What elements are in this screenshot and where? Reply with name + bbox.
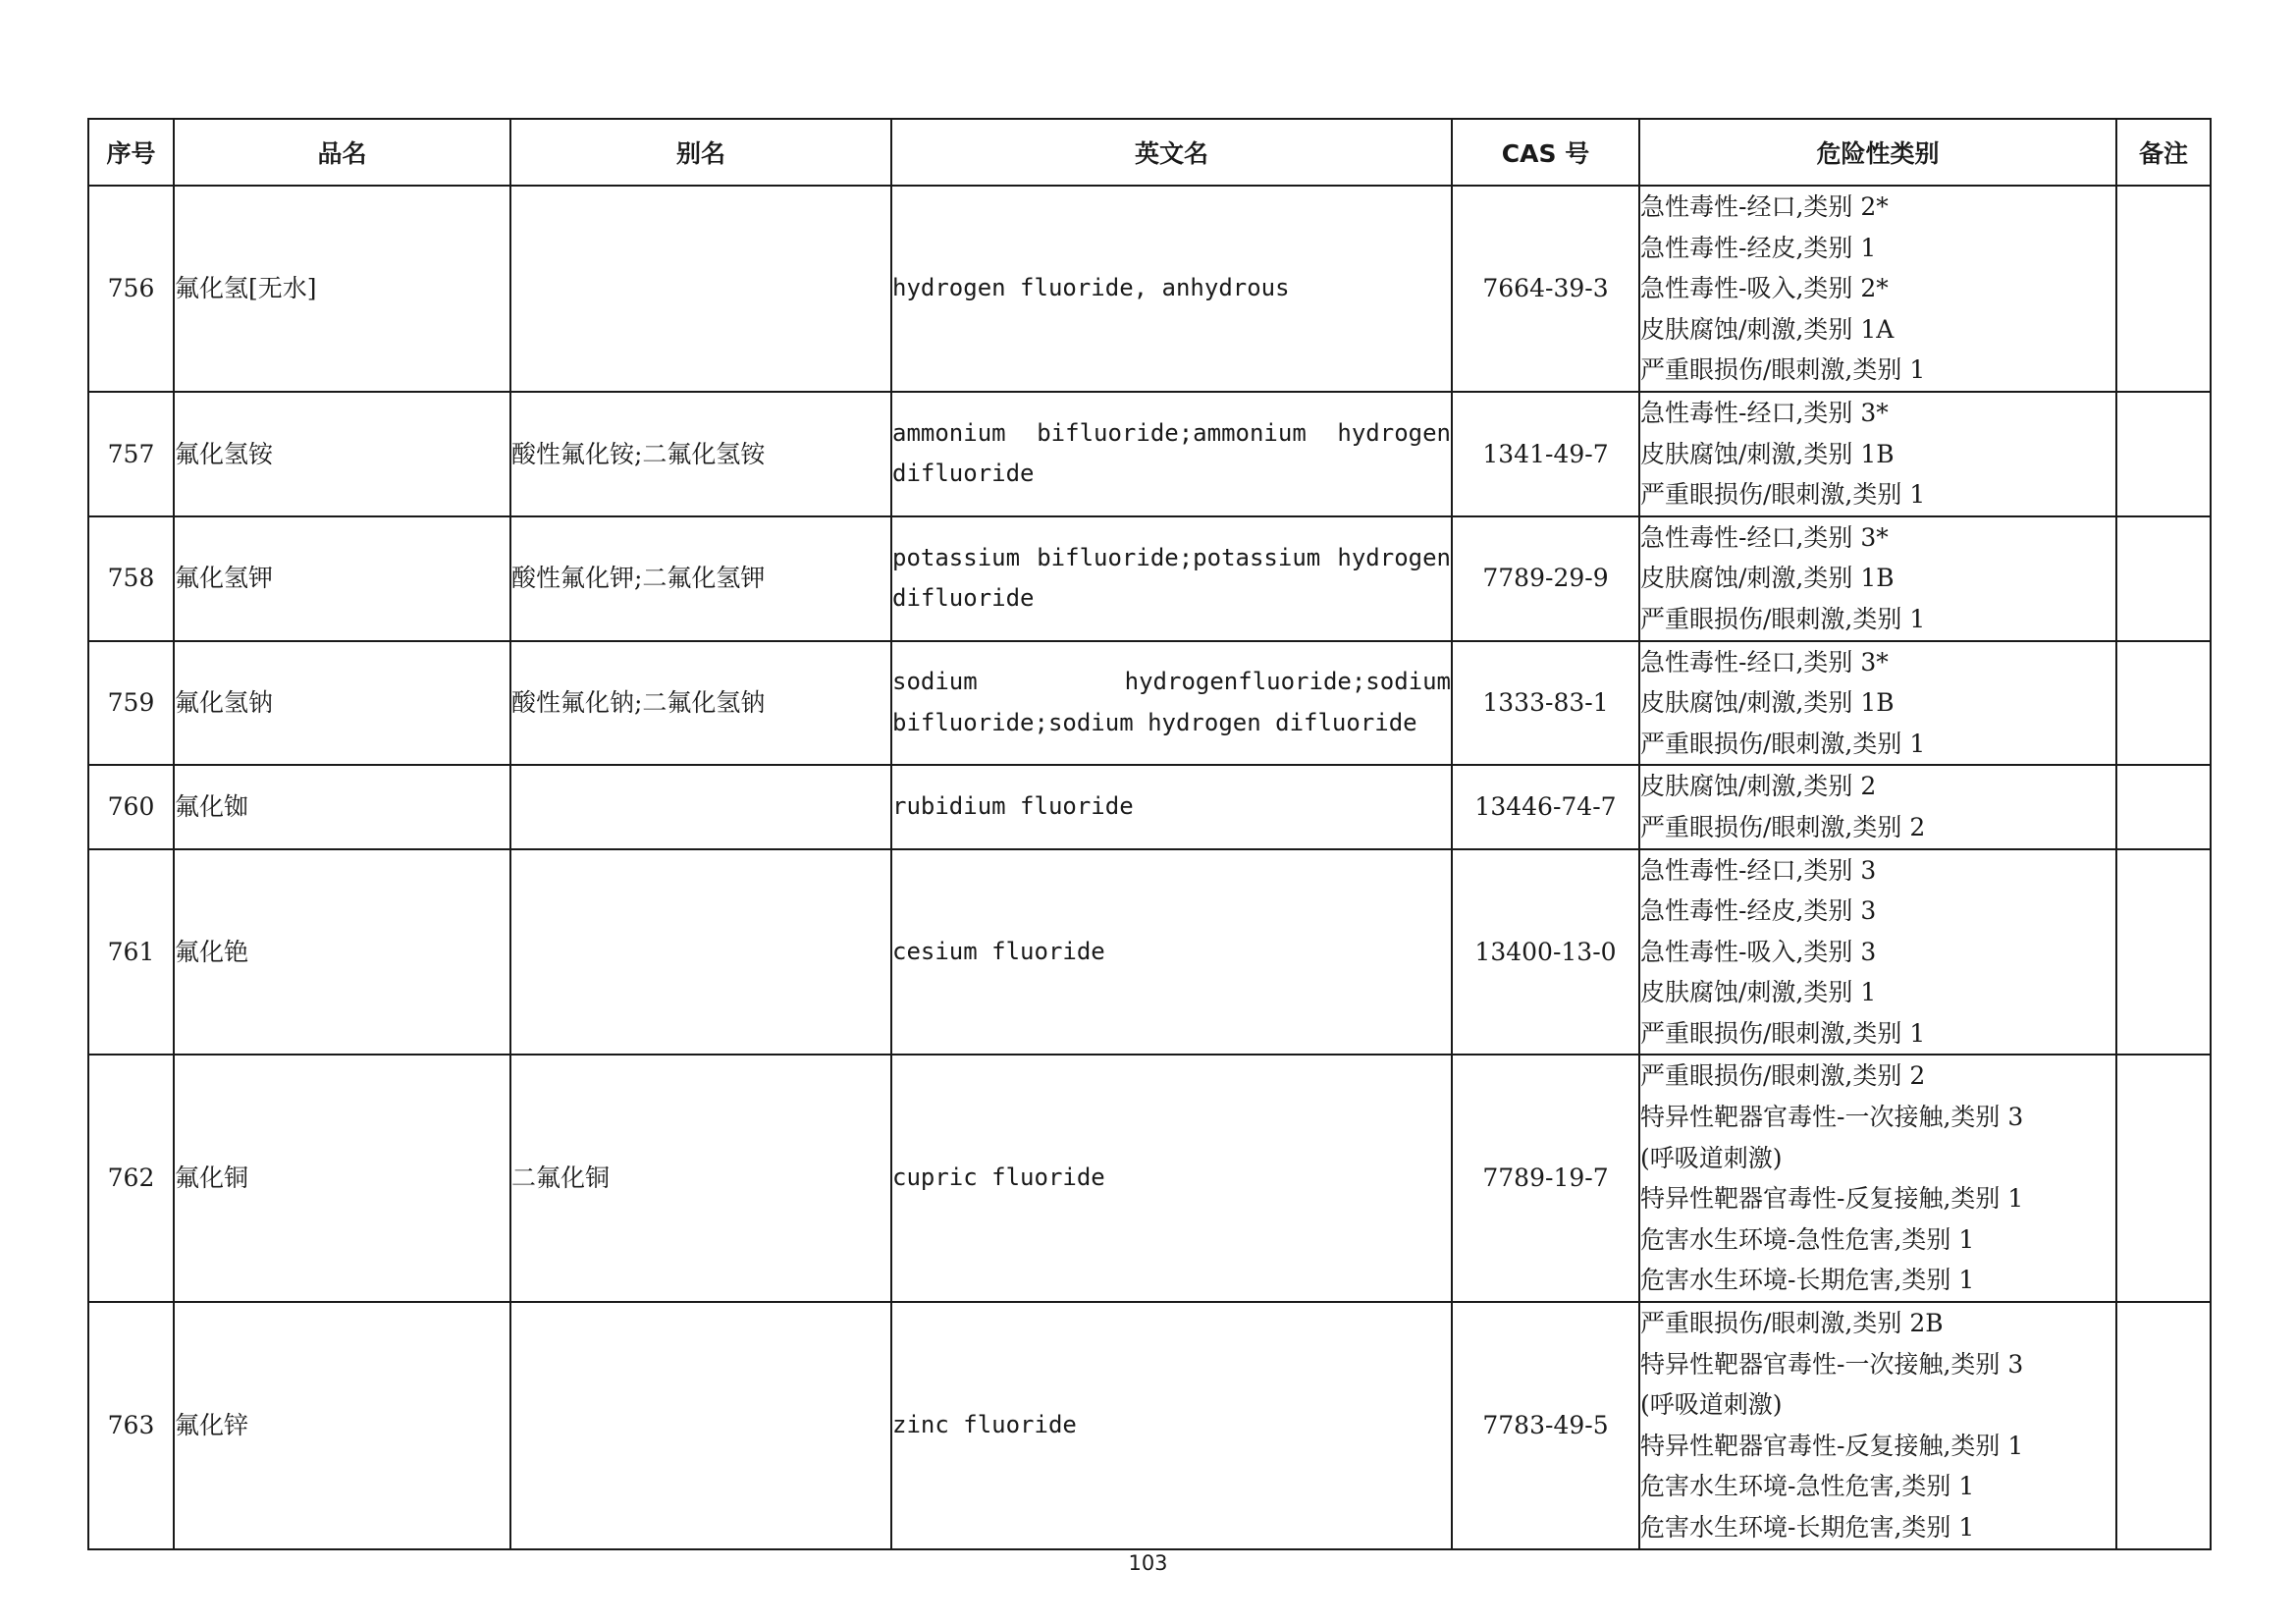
hazard-class-line: 急性毒性-经口,类别 2* — [1640, 192, 1889, 221]
row-number: 763 — [88, 1302, 174, 1549]
row-number: 761 — [88, 849, 174, 1056]
alias — [510, 849, 891, 1056]
hazard-classes — [1639, 641, 2116, 766]
note — [2116, 1055, 2211, 1302]
cas-number: 1333-83-1 — [1452, 641, 1639, 766]
english-name: potassium bifluoride;potassium hydrogen difluoride — [891, 516, 1452, 641]
english-name: sodium hydrogenfluoride;sodium bifluoride;sodium hydrogen difluoride — [891, 641, 1452, 766]
alias — [510, 186, 891, 392]
hazard-classes — [1639, 186, 2116, 392]
hazard-class-line: 急性毒性-经皮,类别 1 — [1640, 233, 1877, 262]
english-name: ammonium bifluoride;ammonium hydrogen difluoride — [891, 392, 1452, 516]
hazard-class-line: 皮肤腐蚀/刺激,类别 1B — [1640, 688, 1895, 718]
row-number: 760 — [88, 765, 174, 848]
hazard-class-line: 皮肤腐蚀/刺激,类别 2 — [1640, 772, 1877, 801]
hazard-class-line: 特异性靶器官毒性-反复接触,类别 1 — [1640, 1184, 2024, 1214]
table-body — [88, 186, 2211, 1549]
note — [2116, 641, 2211, 766]
hazard-classes — [1639, 765, 2116, 848]
table-row — [88, 1055, 2211, 1302]
header-hazard-class: 危险性类别 — [1639, 119, 2116, 186]
hazardous-chemicals-table — [87, 118, 2212, 1550]
header-no: 序号 — [88, 119, 174, 186]
row-number: 757 — [88, 392, 174, 516]
hazard-class-line: 急性毒性-吸入,类别 2* — [1640, 274, 1889, 303]
header-note: 备注 — [2116, 119, 2211, 186]
alias: 二氟化铜 — [510, 1055, 891, 1302]
hazard-class-line: 急性毒性-吸入,类别 3 — [1640, 937, 1877, 966]
header-alias: 别名 — [510, 119, 891, 186]
note — [2116, 765, 2211, 848]
hazard-class-line: 急性毒性-经口,类别 3 — [1640, 855, 1877, 885]
alias — [510, 1302, 891, 1549]
page-number: 103 — [1128, 1551, 1168, 1575]
product-name: 氟化氢[无水] — [174, 186, 510, 392]
row-number: 762 — [88, 1055, 174, 1302]
product-name: 氟化氢钾 — [174, 516, 510, 641]
cas-number: 13446-74-7 — [1452, 765, 1639, 848]
hazard-class-line: 皮肤腐蚀/刺激,类别 1B — [1640, 564, 1895, 593]
table-row — [88, 1302, 2211, 1549]
hazard-class-line: 严重眼损伤/眼刺激,类别 1 — [1640, 355, 1926, 385]
hazard-class-line: 严重眼损伤/眼刺激,类别 2 — [1640, 812, 1926, 841]
cas-number: 7664-39-3 — [1452, 186, 1639, 392]
hazard-class-line: 危害水生环境-长期危害,类别 1 — [1640, 1266, 1975, 1295]
cas-number: 7789-19-7 — [1452, 1055, 1639, 1302]
english-name: cupric fluoride — [891, 1055, 1452, 1302]
english-name: rubidium fluoride — [891, 765, 1452, 848]
alias: 酸性氟化钾;二氟化氢钾 — [510, 516, 891, 641]
hazard-class-line: 危害水生环境-急性危害,类别 1 — [1640, 1472, 1975, 1501]
product-name: 氟化铯 — [174, 849, 510, 1056]
hazard-class-line: 严重眼损伤/眼刺激,类别 1 — [1640, 1018, 1926, 1048]
hazard-class-line: 特异性靶器官毒性-反复接触,类别 1 — [1640, 1431, 2024, 1460]
hazard-class-line: 严重眼损伤/眼刺激,类别 1 — [1640, 729, 1926, 758]
hazard-class-line: 急性毒性-经口,类别 3* — [1640, 647, 1889, 677]
hazard-class-line: 危害水生环境-急性危害,类别 1 — [1640, 1224, 1975, 1254]
english-name: cesium fluoride — [891, 849, 1452, 1056]
alias: 酸性氟化铵;二氟化氢铵 — [510, 392, 891, 516]
row-number: 758 — [88, 516, 174, 641]
hazard-class-line: 急性毒性-经口,类别 3* — [1640, 522, 1889, 552]
hazard-classes — [1639, 392, 2116, 516]
table-row — [88, 392, 2211, 516]
alias — [510, 765, 891, 848]
table-row — [88, 641, 2211, 766]
product-name: 氟化氢铵 — [174, 392, 510, 516]
note — [2116, 1302, 2211, 1549]
note — [2116, 392, 2211, 516]
hazard-classes — [1639, 1055, 2116, 1302]
hazard-class-line: 严重眼损伤/眼刺激,类别 1 — [1640, 480, 1926, 510]
table-row — [88, 186, 2211, 392]
product-name: 氟化铷 — [174, 765, 510, 848]
header-name: 品名 — [174, 119, 510, 186]
hazard-classes — [1639, 1302, 2116, 1549]
table-row — [88, 516, 2211, 641]
header-english-name: 英文名 — [891, 119, 1452, 186]
cas-number: 7789-29-9 — [1452, 516, 1639, 641]
cas-number: 7783-49-5 — [1452, 1302, 1639, 1549]
note — [2116, 186, 2211, 392]
hazard-class-line: 特异性靶器官毒性-一次接触,类别 3 — [1640, 1349, 2024, 1379]
hazard-class-line: 皮肤腐蚀/刺激,类别 1B — [1640, 439, 1895, 468]
hazard-class-line: 皮肤腐蚀/刺激,类别 1 — [1640, 978, 1877, 1007]
hazard-class-line: 急性毒性-经口,类别 3* — [1640, 398, 1889, 427]
hazard-classes — [1639, 516, 2116, 641]
hazard-class-line: 严重眼损伤/眼刺激,类别 2B — [1640, 1309, 1944, 1338]
alias: 酸性氟化钠;二氟化氢钠 — [510, 641, 891, 766]
cas-number: 13400-13-0 — [1452, 849, 1639, 1056]
product-name: 氟化锌 — [174, 1302, 510, 1549]
english-name: hydrogen fluoride, anhydrous — [891, 186, 1452, 392]
row-number: 759 — [88, 641, 174, 766]
hazard-classes — [1639, 849, 2116, 1056]
hazard-class-line: 皮肤腐蚀/刺激,类别 1A — [1640, 314, 1895, 344]
table-header-row — [88, 119, 2211, 186]
product-name: 氟化氢钠 — [174, 641, 510, 766]
hazard-class-line: 严重眼损伤/眼刺激,类别 1 — [1640, 604, 1926, 633]
hazard-class-line: 特异性靶器官毒性-一次接触,类别 3 — [1640, 1103, 2024, 1132]
hazard-class-line: (呼吸道刺激) — [1640, 1390, 1783, 1420]
english-name: zinc fluoride — [891, 1302, 1452, 1549]
header-cas: CAS 号 — [1452, 119, 1639, 186]
hazard-class-line: (呼吸道刺激) — [1640, 1143, 1783, 1172]
cas-number: 1341-49-7 — [1452, 392, 1639, 516]
hazard-class-line: 严重眼损伤/眼刺激,类别 2 — [1640, 1061, 1926, 1091]
note — [2116, 516, 2211, 641]
table-row — [88, 849, 2211, 1056]
product-name: 氟化铜 — [174, 1055, 510, 1302]
table-row — [88, 765, 2211, 848]
hazard-class-line: 危害水生环境-长期危害,类别 1 — [1640, 1513, 1975, 1542]
note — [2116, 849, 2211, 1056]
row-number: 756 — [88, 186, 174, 392]
hazard-class-line: 急性毒性-经皮,类别 3 — [1640, 896, 1877, 926]
